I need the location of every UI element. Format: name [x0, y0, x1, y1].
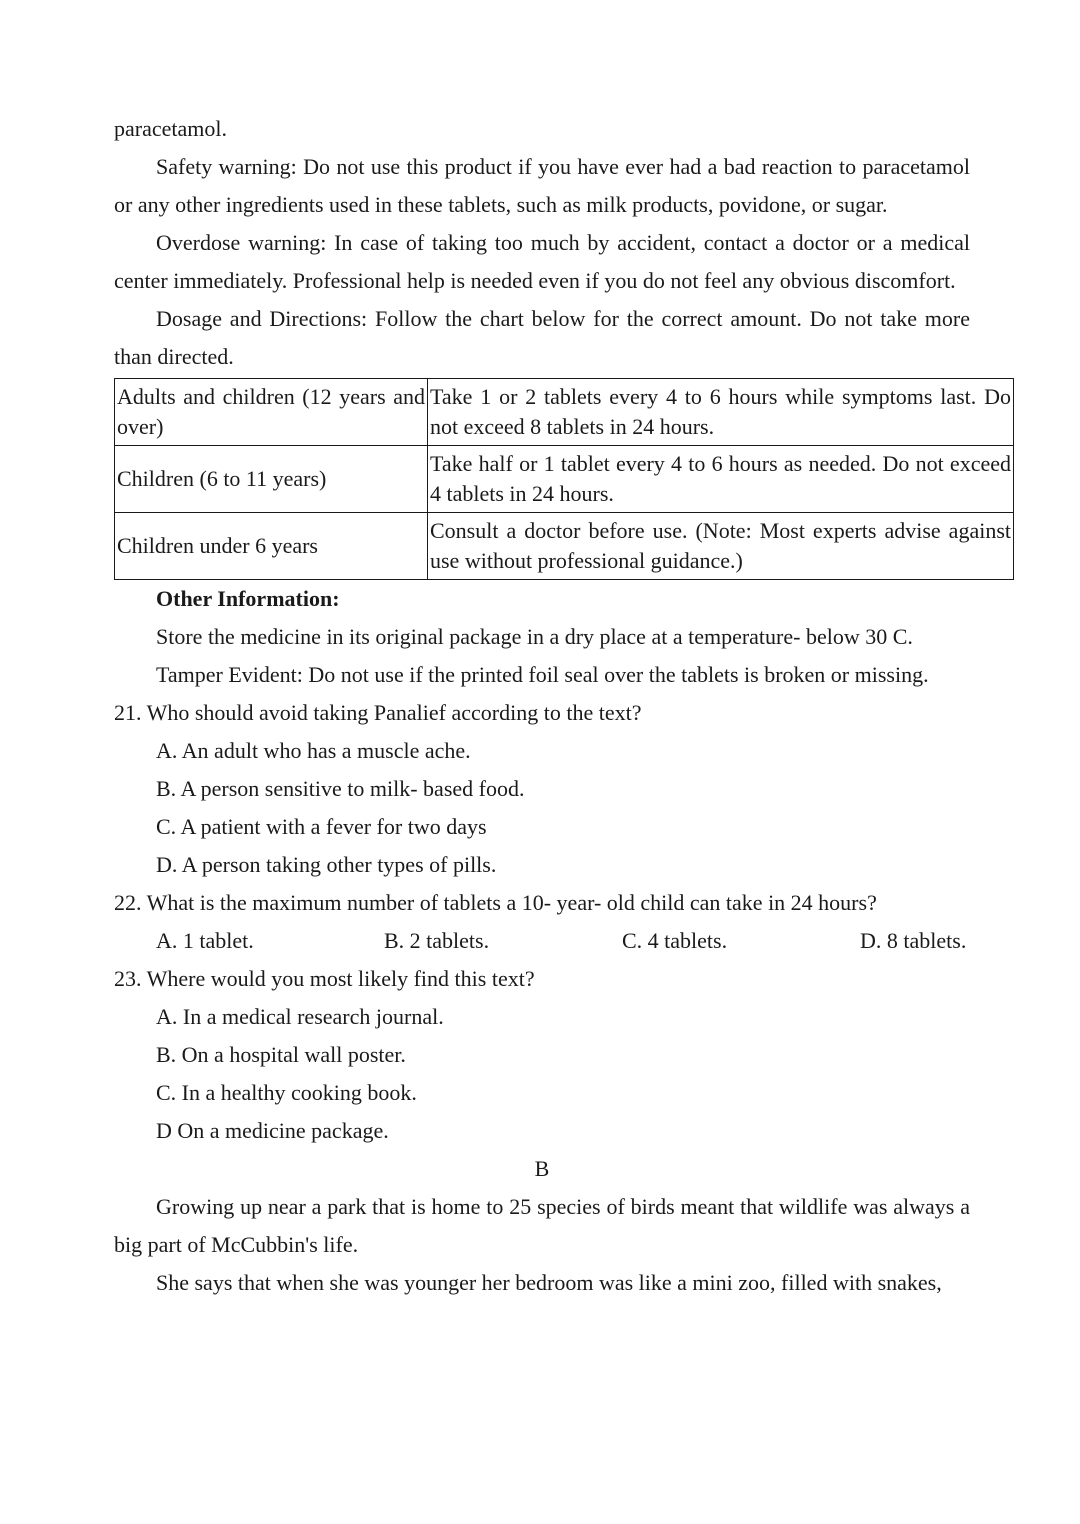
question-21: 21. Who should avoid taking Panalief according to the text?: [114, 700, 642, 725]
dosage-directions: Take half or 1 tablet every 4 to 6 hours as needed. Do not exceed 4 tablets in 24 hours.: [428, 446, 1014, 513]
dosage-row: [115, 513, 1014, 580]
option-23-c: C. In a healthy cooking book.: [156, 1080, 417, 1105]
dosage-row: [115, 446, 1014, 513]
section-b-label: B: [534, 1156, 550, 1181]
option-21-c: C. A patient with a fever for two days: [156, 814, 487, 839]
options-22: [114, 922, 970, 960]
question-23: 23. Where would you most likely find this text?: [114, 966, 535, 991]
dosage-table: [114, 378, 1014, 580]
option-23-b: B. On a hospital wall poster.: [156, 1042, 406, 1067]
dosage-directions: Take 1 or 2 tablets every 4 to 6 hours while symptoms last. Do not exceed 8 tablets in 24 hours.: [428, 379, 1014, 446]
option-21-d: D. A person taking other types of pills.: [156, 852, 497, 877]
dosage-age-group: Children (6 to 11 years): [115, 446, 428, 513]
option-22-c: C. 4 tablets.: [622, 928, 728, 953]
safety-warning: Safety warning: Do not use this product if you have ever had a bad reaction to paracetamol or any other ingredients used in these tablets, such as milk products, povidone, or sugar.: [114, 154, 970, 217]
option-23-a: A. In a medical research journal.: [156, 1004, 444, 1029]
other-info-heading: Other Information:: [156, 586, 340, 611]
option-21-b: B. A person sensitive to milk- based food.: [156, 776, 525, 801]
dosage-age-group: Children under 6 years: [115, 513, 428, 580]
section-b-para-1: Growing up near a park that is home to 25 species of birds meant that wildlife was always a big part of McCubbin's life.: [114, 1194, 970, 1257]
option-22-a: A. 1 tablet.: [156, 928, 254, 953]
storage-note: Store the medicine in its original package in a dry place at a temperature- below 30 C.: [156, 624, 913, 649]
option-23-d: D On a medicine package.: [156, 1118, 389, 1143]
tamper-note: Tamper Evident: Do not use if the printed foil seal over the tablets is broken or missing.: [156, 662, 929, 687]
option-22-b: B. 2 tablets.: [384, 928, 490, 953]
dosage-directions: Consult a doctor before use. (Note: Most experts advise against use without professional guidance.): [428, 513, 1014, 580]
document-page: [114, 110, 1011, 1302]
dosage-intro: Dosage and Directions: Follow the chart below for the correct amount. Do not take more than directed.: [114, 306, 970, 369]
section-b-para-2: She says that when she was younger her bedroom was like a mini zoo, filled with snakes,: [156, 1270, 942, 1295]
dosage-age-group: Adults and children (12 years and over): [115, 379, 428, 446]
option-22-d: D. 8 tablets.: [860, 928, 967, 953]
intro-tail: paracetamol.: [114, 116, 227, 141]
dosage-row: [115, 379, 1014, 446]
question-22: 22. What is the maximum number of tablets a 10- year- old child can take in 24 hours?: [114, 890, 877, 915]
option-21-a: A. An adult who has a muscle ache.: [156, 738, 471, 763]
overdose-warning: Overdose warning: In case of taking too much by accident, contact a doctor or a medical center immediately. Professional help is needed even if you do not feel any obvious discomfort.: [114, 230, 970, 293]
